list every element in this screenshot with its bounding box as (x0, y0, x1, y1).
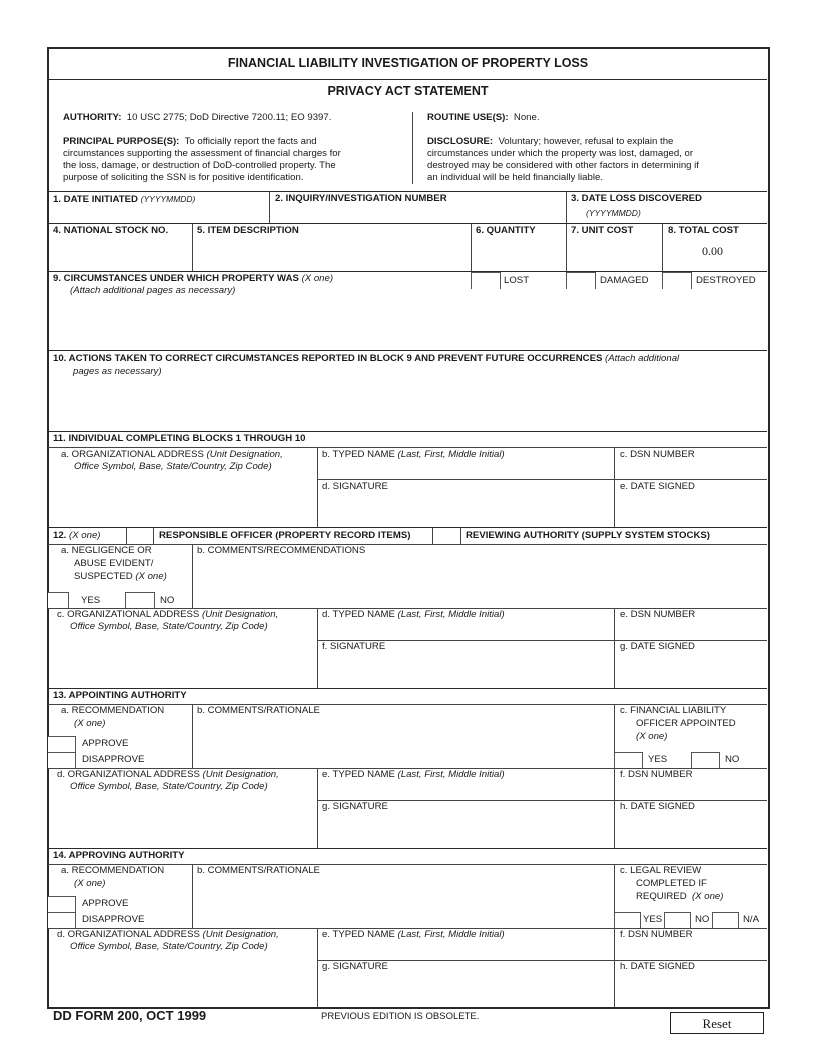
negligence-yes-label: YES (81, 595, 101, 606)
divider (48, 350, 767, 351)
edition-note: PREVIOUS EDITION IS OBSOLETE. (321, 1011, 480, 1022)
block13-c-line1: c. FINANCIAL LIABILITY (620, 705, 727, 716)
divider (48, 223, 767, 224)
block14-d-label (57, 929, 279, 941)
purpose-line-1 (63, 136, 317, 148)
date-loss-discovered-field[interactable] (568, 206, 765, 222)
block12-a-line3 (74, 571, 167, 583)
block13-a-label: a. RECOMMENDATION (61, 705, 165, 716)
block11-d-label: d. SIGNATURE (322, 481, 388, 492)
divider (48, 688, 767, 689)
total-cost-value[interactable]: 0.00 (702, 244, 723, 258)
divider (614, 929, 615, 1007)
block13-e-label (322, 769, 505, 781)
block3-hint: (YYYYMMDD) (586, 208, 641, 218)
block9-hint: (X one) (301, 273, 334, 284)
block12-c-hint: (Unit Designation, (202, 609, 279, 620)
block12-hint: (X one) (69, 530, 101, 541)
block12-d-hint: (Last, First, Middle Initial) (397, 609, 505, 620)
approve-13-label: APPROVE (82, 738, 129, 749)
reviewing-authority-label: REVIEWING AUTHORITY (SUPPLY SYSTEM STOCKS) (466, 530, 710, 541)
authority-label: AUTHORITY: (63, 112, 122, 123)
legal-no-label: NO (695, 914, 710, 925)
block12-g-label: g. DATE SIGNED (620, 641, 695, 652)
divider (662, 224, 663, 271)
block13-d-label (57, 769, 279, 781)
disclosure-line-3: destroyed may be considered with other factors in determining if (427, 160, 699, 171)
divider (471, 224, 472, 271)
block14-d-hint2: Office Symbol, Base, State/Country, Zip Code) (70, 941, 268, 952)
negligence-no-checkbox[interactable] (125, 592, 155, 608)
circumstances-field[interactable] (50, 298, 765, 348)
block12-c-title: c. ORGANIZATIONAL ADDRESS (57, 609, 200, 620)
purpose-line-2: circumstances supporting the assessment of financial charges for (63, 148, 341, 159)
disclosure-line-2: circumstances under which the property was lost, damaged, or (427, 148, 694, 159)
block14-c-hint: (X one) (691, 891, 724, 902)
divider (48, 848, 767, 849)
divider (566, 192, 567, 223)
block12-c-hint2: Office Symbol, Base, State/Country, Zip Code) (70, 621, 268, 632)
purpose-line-3: the loss, damage, or destruction of DoD-controlled property. The (63, 160, 336, 171)
block11-a-title: a. ORGANIZATIONAL ADDRESS (61, 449, 204, 460)
block11-b-hint: (Last, First, Middle Initial) (397, 449, 505, 460)
inquiry-number-field[interactable] (271, 206, 565, 222)
divider (192, 865, 193, 928)
block14-b-label: b. COMMENTS/RATIONALE (197, 865, 320, 876)
typed-name-13-field[interactable] (319, 782, 613, 798)
national-stock-no-field[interactable] (50, 238, 190, 270)
dsn-number-14-field[interactable] (616, 942, 765, 958)
date-signed-13-field[interactable] (616, 814, 765, 846)
block9-subhint: (Attach additional pages as necessary) (70, 285, 236, 296)
block14-e-hint: (Last, First, Middle Initial) (397, 929, 505, 940)
responsible-officer-label: RESPONSIBLE OFFICER (PROPERTY RECORD ITEMS) (159, 530, 411, 541)
block6-label: 6. QUANTITY (476, 225, 536, 236)
block1-title: 1. DATE INITIATED (53, 194, 138, 205)
date-signed-11-field[interactable] (616, 494, 765, 526)
org-address-14-field[interactable] (50, 956, 315, 1004)
divider (614, 609, 615, 688)
block12-e-label: e. DSN NUMBER (620, 609, 696, 620)
responsible-officer-checkbox[interactable] (127, 529, 153, 543)
approve-14-checkbox[interactable] (48, 896, 76, 912)
legal-yes-checkbox[interactable] (614, 912, 641, 928)
divider (614, 448, 615, 527)
block11-b-label (322, 449, 505, 461)
block3-label: 3. DATE LOSS DISCOVERED (571, 193, 702, 204)
signature-12-field[interactable] (319, 654, 613, 686)
disapprove-13-checkbox[interactable] (48, 752, 76, 768)
divider (566, 224, 567, 271)
comments-recommendations-field[interactable] (194, 558, 765, 606)
block12-label (53, 530, 100, 542)
block13-c-line2: OFFICER APPOINTED (636, 718, 736, 729)
divider (317, 609, 318, 688)
block13-f-label: f. DSN NUMBER (620, 769, 693, 780)
authority-text (63, 112, 331, 124)
disclosure-line-4: an individual will be held financially liable. (427, 172, 603, 183)
disapprove-14-label: DISAPPROVE (82, 914, 145, 925)
block11-label: 11. INDIVIDUAL COMPLETING BLOCKS 1 THROUGH 10 (53, 433, 306, 444)
lost-checkbox[interactable] (471, 272, 501, 289)
block14-a-hint: (X one) (74, 878, 106, 889)
form-id: DD FORM 200, OCT 1999 (53, 1008, 207, 1023)
dsn-number-11-field[interactable] (616, 462, 765, 478)
divider (48, 544, 767, 545)
legal-na-label: N/A (743, 914, 759, 925)
divider (48, 527, 767, 528)
flo-no-label: NO (725, 754, 740, 765)
divider (317, 479, 767, 480)
negligence-yes-checkbox[interactable] (48, 592, 69, 608)
divider (48, 79, 767, 80)
item-description-field[interactable] (194, 238, 470, 270)
block12-a-line1: a. NEGLIGENCE OR (61, 545, 152, 556)
block13-g-label: g. SIGNATURE (322, 801, 388, 812)
signature-11-field[interactable] (319, 494, 613, 526)
block9-label (53, 273, 333, 285)
approve-14-label: APPROVE (82, 898, 129, 909)
date-signed-14-field[interactable] (616, 974, 765, 1005)
block1-label (53, 193, 195, 206)
divider (269, 192, 270, 223)
block10-hint: (Attach additional (605, 353, 680, 364)
block11-b-title: b. TYPED NAME (322, 449, 395, 460)
block5-label: 5. ITEM DESCRIPTION (197, 225, 299, 236)
purpose-text: To officially report the facts and (184, 136, 317, 147)
block14-e-label (322, 929, 505, 941)
flo-yes-label: YES (648, 754, 668, 765)
disclosure-line-1 (427, 136, 673, 148)
block7-label: 7. UNIT COST (571, 225, 634, 236)
divider (48, 191, 767, 192)
block13-b-label: b. COMMENTS/RATIONALE (197, 705, 320, 716)
flo-no-checkbox[interactable] (691, 752, 720, 768)
divider (48, 271, 767, 272)
divider (317, 769, 318, 848)
block12-d-title: d. TYPED NAME (322, 609, 395, 620)
divider (460, 528, 461, 544)
block11-c-label: c. DSN NUMBER (620, 449, 695, 460)
legal-no-checkbox[interactable] (664, 912, 691, 928)
block12-title: 12. (53, 530, 67, 541)
block13-label: 13. APPOINTING AUTHORITY (53, 690, 187, 701)
divider (192, 224, 193, 271)
disclosure-label: DISCLOSURE: (427, 136, 494, 147)
block14-label: 14. APPROVING AUTHORITY (53, 850, 185, 861)
legal-yes-label: YES (643, 914, 663, 925)
block13-a-hint: (X one) (74, 718, 106, 729)
block10-hint2: pages as necessary) (73, 366, 162, 377)
block4-label: 4. NATIONAL STOCK NO. (53, 225, 169, 236)
block13-d-title: d. ORGANIZATIONAL ADDRESS (57, 769, 200, 780)
block14-e-title: e. TYPED NAME (322, 929, 395, 940)
block11-e-label: e. DATE SIGNED (620, 481, 695, 492)
divider (614, 769, 615, 848)
divider (153, 528, 154, 544)
unit-cost-field[interactable] (568, 238, 661, 270)
block12-a-suspected: SUSPECTED (74, 571, 133, 582)
block11-a-hint: (Unit Designation, (206, 449, 283, 460)
block14-c-line1: c. LEGAL REVIEW (620, 865, 702, 876)
flo-yes-checkbox[interactable] (614, 752, 643, 768)
divider (317, 929, 318, 1007)
block13-e-hint: (Last, First, Middle Initial) (397, 769, 505, 780)
org-address-13-field[interactable] (50, 796, 315, 846)
purpose-label: PRINCIPAL PURPOSE(S): (63, 136, 180, 147)
actions-taken-field[interactable] (50, 380, 765, 429)
block10-title: 10. ACTIONS TAKEN TO CORRECT CIRCUMSTANCES REPORTED IN BLOCK 9 AND PREVENT FUTURE OCCURRENCES (53, 353, 603, 364)
routine-use (427, 112, 540, 124)
date-signed-12-field[interactable] (616, 654, 765, 686)
damaged-label: DAMAGED (600, 275, 649, 286)
routine-label: ROUTINE USE(S): (427, 112, 509, 123)
block10-label (53, 353, 679, 365)
block14-d-hint: (Unit Designation, (202, 929, 279, 940)
org-address-11-field[interactable] (50, 476, 315, 526)
typed-name-12-field[interactable] (319, 622, 613, 638)
dsn-number-13-field[interactable] (616, 782, 765, 798)
date-initiated-field[interactable] (50, 206, 268, 222)
block14-g-label: g. SIGNATURE (322, 961, 388, 972)
block14-c-required: REQUIRED (636, 891, 687, 902)
dsn-number-12-field[interactable] (616, 622, 765, 638)
disapprove-14-checkbox[interactable] (48, 912, 76, 928)
block14-c-line3 (636, 891, 723, 903)
authority-value: 10 USC 2775; DoD Directive 7200.11; EO 9397. (126, 112, 332, 123)
block12-f-label: f. SIGNATURE (322, 641, 386, 652)
block14-h-label: h. DATE SIGNED (620, 961, 695, 972)
privacy-heading: PRIVACY ACT STATEMENT (327, 84, 489, 98)
block14-c-line2: COMPLETED IF (636, 878, 707, 889)
typed-name-11-field[interactable] (319, 462, 613, 478)
block14-f-label: f. DSN NUMBER (620, 929, 693, 940)
reset-button[interactable]: Reset (670, 1012, 764, 1034)
signature-14-field[interactable] (319, 974, 613, 1005)
comments-rationale-14-field[interactable] (194, 878, 612, 926)
signature-13-field[interactable] (319, 814, 613, 846)
comments-rationale-13-field[interactable] (194, 718, 612, 766)
block12-d-label (322, 609, 505, 621)
divider (192, 545, 193, 608)
block12-b-label: b. COMMENTS/RECOMMENDATIONS (197, 545, 366, 556)
purpose-line-4: purpose of soliciting the SSN is for positive identification. (63, 172, 304, 183)
lost-label: LOST (504, 275, 530, 286)
form-title: FINANCIAL LIABILITY INVESTIGATION OF PROPERTY LOSS (227, 56, 589, 70)
block2-label: 2. INQUIRY/INVESTIGATION NUMBER (275, 193, 447, 204)
block14-a-label: a. RECOMMENDATION (61, 865, 165, 876)
divider (48, 447, 767, 448)
disapprove-13-label: DISAPPROVE (82, 754, 145, 765)
block13-d-hint: (Unit Designation, (202, 769, 279, 780)
org-address-12-field[interactable] (50, 636, 315, 686)
disclosure-text: Voluntary; however, refusal to explain the (498, 136, 674, 147)
block14-d-title: d. ORGANIZATIONAL ADDRESS (57, 929, 200, 940)
block11-a-hint2: Office Symbol, Base, State/Country, Zip Code) (74, 461, 272, 472)
divider (48, 431, 767, 432)
reviewing-authority-checkbox[interactable] (433, 529, 459, 543)
destroyed-label: DESTROYED (696, 275, 756, 286)
typed-name-14-field[interactable] (319, 942, 613, 958)
legal-na-checkbox[interactable] (712, 912, 739, 928)
block8-label: 8. TOTAL COST (668, 225, 739, 236)
block12-a-hint: (X one) (135, 571, 167, 582)
divider (192, 705, 193, 768)
damaged-checkbox[interactable] (566, 272, 596, 289)
block13-h-label: h. DATE SIGNED (620, 801, 695, 812)
destroyed-checkbox[interactable] (662, 272, 692, 289)
divider (317, 448, 318, 527)
block13-d-hint2: Office Symbol, Base, State/Country, Zip Code) (70, 781, 268, 792)
quantity-field[interactable] (473, 238, 565, 270)
privacy-divider (412, 112, 413, 184)
block13-c-hint: (X one) (636, 731, 668, 742)
approve-13-checkbox[interactable] (48, 736, 76, 752)
block11-a-label (61, 449, 283, 461)
block12-a-line2: ABUSE EVIDENT/ (74, 558, 154, 569)
block9-title: 9. CIRCUMSTANCES UNDER WHICH PROPERTY WAS (53, 273, 299, 284)
negligence-no-label: NO (160, 595, 175, 606)
block13-e-title: e. TYPED NAME (322, 769, 395, 780)
routine-value: None. (513, 112, 540, 123)
block1-hint: (YYYYMMDD) (140, 194, 196, 204)
block12-c-label (57, 609, 278, 621)
